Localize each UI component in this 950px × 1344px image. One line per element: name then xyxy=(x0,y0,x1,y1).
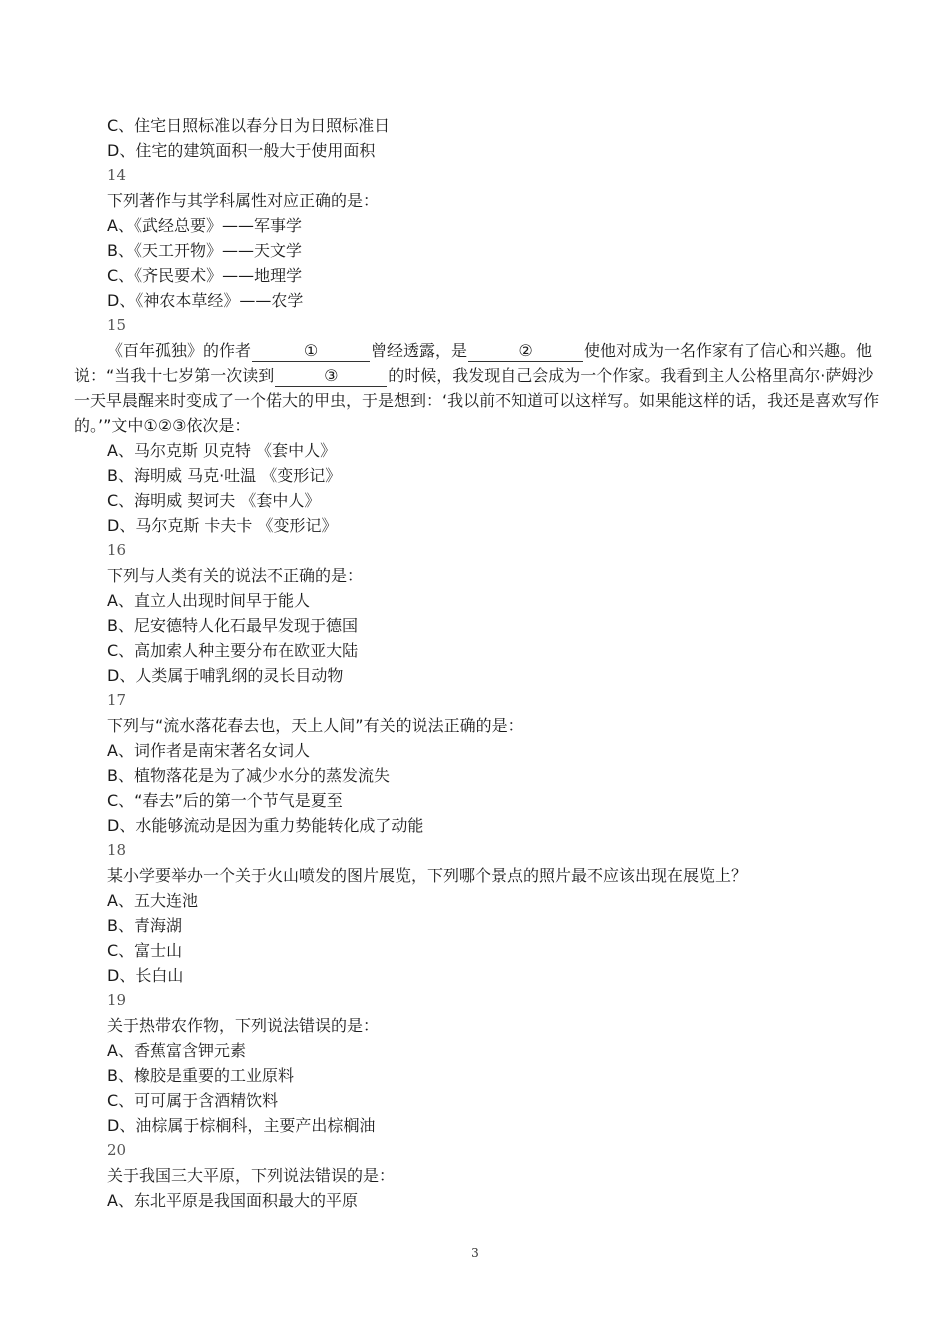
q15-option-d: D、马尔克斯 卡夫卡 《变形记》 xyxy=(107,516,338,535)
q15-blank-1: ① xyxy=(252,341,370,362)
q15-seg3: 使他对成为一名作家有了信心和兴趣。他说：“当我十七岁第一次读到 xyxy=(74,341,873,385)
q14-stem: 下列著作与其学科属性对应正确的是： xyxy=(107,191,380,210)
q17-stem: 下列与“流水落花春去也，天上人间”有关的说法正确的是： xyxy=(107,716,524,735)
q17-option-b: B、植物落花是为了减少水分的蒸发流失 xyxy=(107,766,390,785)
q17-number: 17 xyxy=(107,691,127,709)
q16-option-d: D、人类属于哺乳纲的灵长目动物 xyxy=(107,666,344,685)
q19-number: 19 xyxy=(107,991,127,1009)
q18-option-c: C、富士山 xyxy=(107,941,183,960)
q19-stem: 关于热带农作物，下列说法错误的是： xyxy=(107,1016,380,1035)
q16-option-c: C、高加索人种主要分布在欧亚大陆 xyxy=(107,641,359,660)
page-number: 3 xyxy=(471,1246,479,1260)
q20-option-a: A、东北平原是我国面积最大的平原 xyxy=(107,1191,358,1210)
q15-option-a: A、马尔克斯 贝克特 《套中人》 xyxy=(107,441,337,460)
q15-option-c: C、海明威 契诃夫 《套中人》 xyxy=(107,491,321,510)
q19-option-d: D、油棕属于棕榈科，主要产出棕榈油 xyxy=(107,1116,376,1135)
q20-stem: 关于我国三大平原，下列说法错误的是： xyxy=(107,1166,396,1185)
q17-option-c: C、“春去”后的第一个节气是夏至 xyxy=(107,791,343,810)
q16-option-b: B、尼安德特人化石最早发现于德国 xyxy=(107,616,358,635)
q19-option-a: A、香蕉富含钾元素 xyxy=(107,1041,246,1060)
q15-number: 15 xyxy=(107,316,127,334)
q15-blank-3: ③ xyxy=(275,366,387,387)
q14-option-a: A、《武经总要》——军事学 xyxy=(107,216,302,235)
q18-number: 18 xyxy=(107,841,127,859)
q16-number: 16 xyxy=(107,541,127,559)
q13-option-c: C、住宅日照标准以春分日为日照标准日 xyxy=(107,116,391,135)
q15-blank-2: ② xyxy=(468,341,583,362)
q14-option-c: C、《齐民要术》——地理学 xyxy=(107,266,303,285)
q18-option-d: D、长白山 xyxy=(107,966,184,985)
q14-option-b: B、《天工开物》——天文学 xyxy=(107,241,302,260)
q15-seg1: 《百年孤独》的作者 xyxy=(107,341,252,360)
q15-seg2: 曾经透露，是 xyxy=(371,341,468,360)
q14-option-d: D、《神农本草经》——农学 xyxy=(107,291,304,310)
q17-option-d: D、水能够流动是因为重力势能转化成了动能 xyxy=(107,816,424,835)
q14-number: 14 xyxy=(107,166,127,184)
q16-stem: 下列与人类有关的说法不正确的是： xyxy=(107,566,364,585)
q17-option-a: A、词作者是南宋著名女词人 xyxy=(107,741,310,760)
q18-option-a: A、五大连池 xyxy=(107,891,198,910)
q16-option-a: A、直立人出现时间早于能人 xyxy=(107,591,310,610)
q15-stem xyxy=(74,338,882,438)
q13-option-d: D、住宅的建筑面积一般大于使用面积 xyxy=(107,141,376,160)
q15-seg4: 的时候，我发现自己会成为一个作家。我看到主人公格里高尔·萨姆沙一天早晨醒来时变成了一个偌大的甲虫，于是想到：‘我以前不知道可以这样写。如果能这样的话，我还是喜欢写作的。’”文中①②③依次是： xyxy=(74,366,880,435)
q18-option-b: B、青海湖 xyxy=(107,916,182,935)
q20-number: 20 xyxy=(107,1141,127,1159)
q18-stem: 某小学要举办一个关于火山喷发的图片展览，下列哪个景点的照片最不应该出现在展览上？ xyxy=(107,866,748,885)
q19-option-c: C、可可属于含酒精饮料 xyxy=(107,1091,279,1110)
q19-option-b: B、橡胶是重要的工业原料 xyxy=(107,1066,294,1085)
q15-option-b: B、海明威 马克·吐温 《变形记》 xyxy=(107,466,342,485)
